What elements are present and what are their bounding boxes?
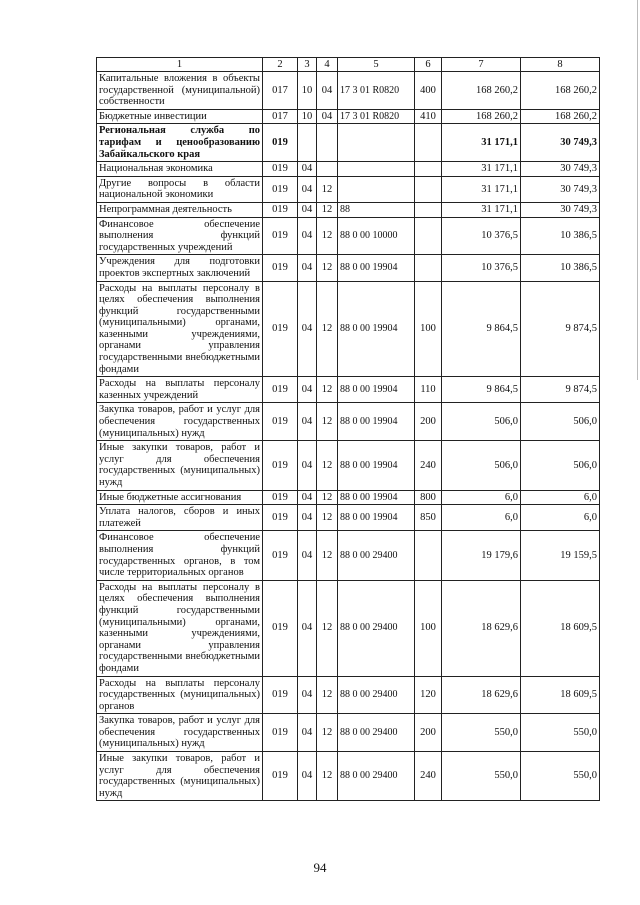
target-article-cell: 88 0 00 19904 [338,505,415,531]
amount-year2-cell: 18 609,5 [521,580,600,676]
table-row [97,377,600,403]
table-row [97,176,600,202]
subsection-code-cell: 12 [317,490,338,505]
subsection-code-cell: 12 [317,531,338,580]
section-code-cell: 04 [298,403,317,441]
table-row [97,217,600,255]
subsection-code-cell: 12 [317,403,338,441]
expense-type-cell: 200 [415,403,442,441]
amount-year2-cell: 10 386,5 [521,255,600,281]
section-code-cell: 04 [298,176,317,202]
expense-name-cell: Учреждения для подготовки проектов экспертных заключений [97,255,263,281]
amount-year1-cell: 19 179,6 [442,531,521,580]
amount-year2-cell: 550,0 [521,714,600,752]
amount-year2-cell: 506,0 [521,441,600,490]
expense-name-cell: Иные закупки товаров, работ и услуг для обеспечения государственных (муниципальных) нужд [97,752,263,801]
grbs-code-cell: 019 [263,505,298,531]
table-row [97,580,600,676]
target-article-cell: 88 0 00 10000 [338,217,415,255]
target-article-cell: 88 0 00 19904 [338,490,415,505]
expense-type-cell: 120 [415,676,442,714]
table-row [97,281,600,377]
target-article-cell: 88 0 00 19904 [338,255,415,281]
section-code-cell: 04 [298,752,317,801]
subsection-code-cell: 04 [317,109,338,124]
expense-name-cell: Расходы на выплаты персоналу государственных (муниципальных) органов [97,676,263,714]
expense-type-cell: 400 [415,72,442,110]
section-code-cell: 04 [298,162,317,177]
section-code-cell: 04 [298,377,317,403]
amount-year1-cell: 18 629,6 [442,676,521,714]
table-row [97,255,600,281]
grbs-code-cell: 019 [263,531,298,580]
column-header: 6 [415,58,442,72]
page-number: 94 [313,860,327,875]
amount-year2-cell: 10 386,5 [521,217,600,255]
amount-year2-cell: 506,0 [521,403,600,441]
expense-type-cell: 240 [415,752,442,801]
column-header: 7 [442,58,521,72]
amount-year1-cell: 168 260,2 [442,109,521,124]
section-code-cell: 04 [298,580,317,676]
expense-type-cell: 100 [415,281,442,377]
amount-year1-cell: 550,0 [442,752,521,801]
expense-name-cell: Финансовое обеспечение выполнения функций государственных учреждений [97,217,263,255]
grbs-code-cell: 019 [263,676,298,714]
header-row [97,58,600,72]
subsection-code-cell: 12 [317,281,338,377]
subsection-code-cell: 12 [317,752,338,801]
amount-year2-cell: 18 609,5 [521,676,600,714]
target-article-cell: 88 0 00 29400 [338,531,415,580]
expense-name-cell: Закупка товаров, работ и услуг для обеспечения государственных (муниципальных) нужд [97,403,263,441]
expense-name-cell: Финансовое обеспечение выполнения функций государственных органов, в том числе территориальных органов [97,531,263,580]
table-row [97,752,600,801]
table-row [97,124,600,162]
subsection-code-cell: 12 [317,217,338,255]
amount-year2-cell: 6,0 [521,490,600,505]
expense-name-cell: Другие вопросы в области национальной экономики [97,176,263,202]
grbs-code-cell: 019 [263,752,298,801]
expense-type-cell [415,531,442,580]
subsection-code-cell: 12 [317,255,338,281]
expense-type-cell [415,255,442,281]
expense-type-cell [415,202,442,217]
target-article-cell: 88 0 00 29400 [338,676,415,714]
amount-year1-cell: 506,0 [442,403,521,441]
amount-year1-cell: 9 864,5 [442,281,521,377]
amount-year1-cell: 506,0 [442,441,521,490]
section-code-cell: 04 [298,441,317,490]
target-article-cell: 88 0 00 19904 [338,403,415,441]
target-article-cell: 88 0 00 29400 [338,580,415,676]
expense-name-cell: Иные закупки товаров, работ и услуг для обеспечения государственных (муниципальных) нужд [97,441,263,490]
grbs-code-cell: 019 [263,441,298,490]
table-row [97,162,600,177]
table-body [97,72,600,801]
table-row [97,490,600,505]
grbs-code-cell: 019 [263,255,298,281]
target-article-cell: 88 0 00 19904 [338,441,415,490]
amount-year1-cell: 31 171,1 [442,176,521,202]
column-header: 1 [97,58,263,72]
subsection-code-cell: 12 [317,580,338,676]
section-code-cell: 04 [298,281,317,377]
table-row [97,202,600,217]
grbs-code-cell: 019 [263,403,298,441]
column-header: 5 [338,58,415,72]
target-article-cell: 88 0 00 29400 [338,752,415,801]
expense-name-cell: Капитальные вложения в объекты государственной (муниципальной) собственности [97,72,263,110]
section-code-cell: 10 [298,109,317,124]
column-header: 8 [521,58,600,72]
table-row [97,72,600,110]
section-code-cell: 04 [298,505,317,531]
grbs-code-cell: 019 [263,490,298,505]
section-code-cell: 04 [298,217,317,255]
expense-name-cell: Непрограммная деятельность [97,202,263,217]
expense-name-cell: Региональная служба по тарифам и ценообразованию Забайкальского края [97,124,263,162]
amount-year1-cell: 31 171,1 [442,124,521,162]
target-article-cell: 88 0 00 19904 [338,377,415,403]
column-header: 3 [298,58,317,72]
target-article-cell: 17 3 01 R0820 [338,109,415,124]
section-code-cell [298,124,317,162]
expense-type-cell: 850 [415,505,442,531]
section-code-cell: 10 [298,72,317,110]
section-code-cell: 04 [298,490,317,505]
subsection-code-cell: 12 [317,377,338,403]
target-article-cell: 88 0 00 19904 [338,281,415,377]
section-code-cell: 04 [298,255,317,281]
amount-year1-cell: 9 864,5 [442,377,521,403]
grbs-code-cell: 017 [263,72,298,110]
section-code-cell: 04 [298,531,317,580]
scan-edge-line [637,0,638,380]
grbs-code-cell: 019 [263,202,298,217]
amount-year1-cell: 6,0 [442,490,521,505]
amount-year1-cell: 10 376,5 [442,255,521,281]
grbs-code-cell: 019 [263,281,298,377]
target-article-cell [338,162,415,177]
subsection-code-cell: 12 [317,441,338,490]
amount-year2-cell: 30 749,3 [521,124,600,162]
amount-year1-cell: 10 376,5 [442,217,521,255]
grbs-code-cell: 019 [263,124,298,162]
amount-year2-cell: 9 874,5 [521,281,600,377]
table-row [97,403,600,441]
amount-year1-cell: 31 171,1 [442,162,521,177]
expense-name-cell: Иные бюджетные ассигнования [97,490,263,505]
grbs-code-cell: 019 [263,217,298,255]
column-header: 4 [317,58,338,72]
budget-table [96,57,600,801]
grbs-code-cell: 019 [263,377,298,403]
amount-year2-cell: 30 749,3 [521,162,600,177]
amount-year2-cell: 30 749,3 [521,176,600,202]
expense-type-cell: 200 [415,714,442,752]
table-row [97,531,600,580]
expense-type-cell [415,176,442,202]
expense-type-cell: 240 [415,441,442,490]
table-row [97,109,600,124]
target-article-cell: 17 3 01 R0820 [338,72,415,110]
subsection-code-cell [317,124,338,162]
amount-year2-cell: 168 260,2 [521,72,600,110]
expense-name-cell: Расходы на выплаты персоналу в целях обеспечения выполнения функций государственными (муниципальными) органами, казенными учреждениями, органами управления государственными внебюджетными фондами [97,580,263,676]
amount-year1-cell: 18 629,6 [442,580,521,676]
amount-year1-cell: 31 171,1 [442,202,521,217]
expense-name-cell: Закупка товаров, работ и услуг для обеспечения государственных (муниципальных) нужд [97,714,263,752]
subsection-code-cell [317,162,338,177]
subsection-code-cell: 12 [317,176,338,202]
amount-year2-cell: 30 749,3 [521,202,600,217]
amount-year1-cell: 6,0 [442,505,521,531]
section-code-cell: 04 [298,676,317,714]
expense-name-cell: Уплата налогов, сборов и иных платежей [97,505,263,531]
expense-name-cell: Расходы на выплаты персоналу казенных учреждений [97,377,263,403]
amount-year1-cell: 168 260,2 [442,72,521,110]
expense-type-cell [415,124,442,162]
subsection-code-cell: 12 [317,505,338,531]
table-row [97,505,600,531]
grbs-code-cell: 019 [263,580,298,676]
expense-type-cell: 100 [415,580,442,676]
target-article-cell: 88 [338,202,415,217]
target-article-cell [338,124,415,162]
expense-type-cell: 800 [415,490,442,505]
expense-type-cell [415,162,442,177]
table-row [97,676,600,714]
expense-type-cell [415,217,442,255]
amount-year2-cell: 9 874,5 [521,377,600,403]
expense-type-cell: 410 [415,109,442,124]
expense-name-cell: Бюджетные инвестиции [97,109,263,124]
grbs-code-cell: 019 [263,176,298,202]
section-code-cell: 04 [298,714,317,752]
amount-year1-cell: 550,0 [442,714,521,752]
subsection-code-cell: 12 [317,202,338,217]
subsection-code-cell: 12 [317,676,338,714]
subsection-code-cell: 04 [317,72,338,110]
amount-year2-cell: 6,0 [521,505,600,531]
grbs-code-cell: 019 [263,714,298,752]
amount-year2-cell: 19 159,5 [521,531,600,580]
section-code-cell: 04 [298,202,317,217]
column-header: 2 [263,58,298,72]
target-article-cell: 88 0 00 29400 [338,714,415,752]
expense-type-cell: 110 [415,377,442,403]
table-row [97,441,600,490]
grbs-code-cell: 017 [263,109,298,124]
target-article-cell [338,176,415,202]
table-row [97,714,600,752]
amount-year2-cell: 550,0 [521,752,600,801]
amount-year2-cell: 168 260,2 [521,109,600,124]
grbs-code-cell: 019 [263,162,298,177]
expense-name-cell: Национальная экономика [97,162,263,177]
expense-name-cell: Расходы на выплаты персоналу в целях обеспечения выполнения функций государственными (муниципальными) органами, казенными учреждениями, органами управления государственными внебюджетными фондами [97,281,263,377]
subsection-code-cell: 12 [317,714,338,752]
